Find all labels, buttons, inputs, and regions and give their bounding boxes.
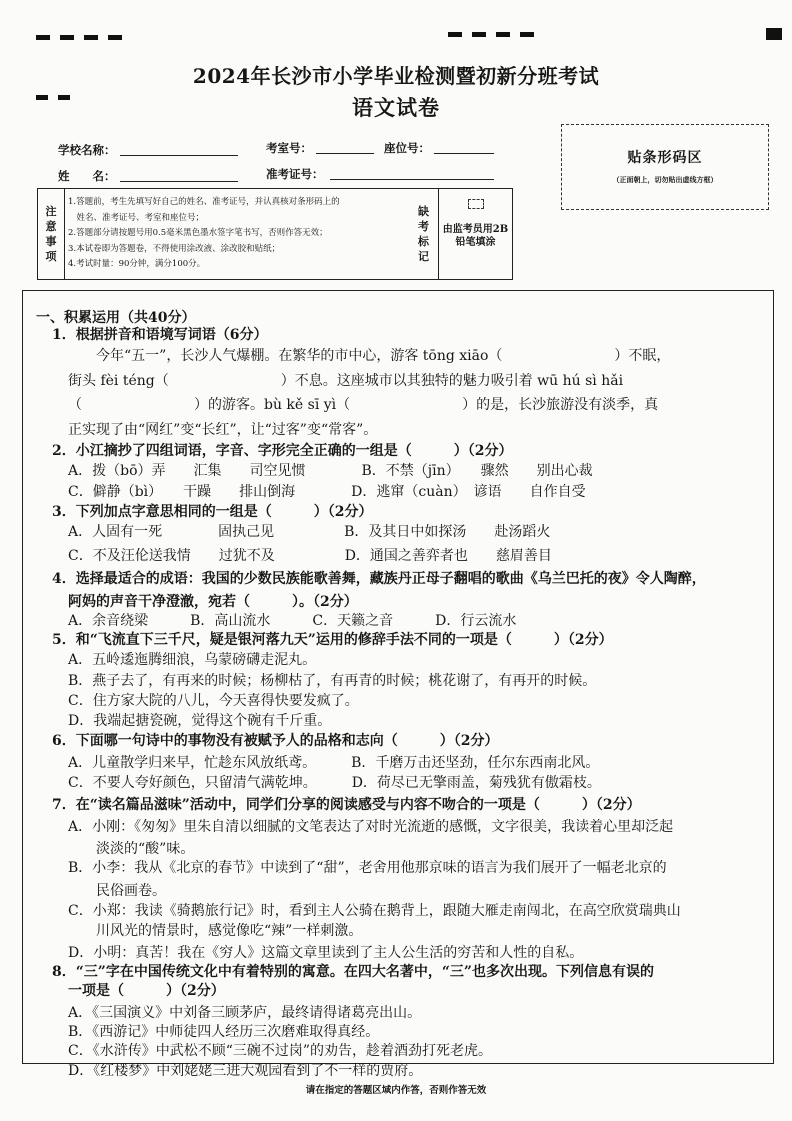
seat-field[interactable] [434,153,494,154]
content-line: A．儿童散学归来早，忙趁东风放纸鸢。 B．千磨万击还坚劲，任尔东西南北风。 [68,755,600,771]
content-line: 民俗画卷。 [68,883,166,899]
content-line: C．僻静（bì） 干躁 排山倒海 D．逃窜（cuàn） 谚语 自作自受 [68,484,586,500]
alignment-mark [60,35,74,40]
alignment-mark [36,35,50,40]
absent-mark-box[interactable] [439,188,513,280]
notice-box [37,188,439,280]
notice-rule: 3.本试卷即为答题卷，不得使用涂改液、涂改胶和贴纸； [68,243,281,254]
notice-rule: 1.答题前，考生先填写好自己的姓名、准考证号，并认真核对条形码上的 [68,197,340,207]
name-field[interactable] [120,181,238,182]
content-line: A．五岭逶迤腾细浪，乌蒙磅礴走泥丸。 [68,652,317,668]
content-line: 川风光的情景时，感觉像吃“辣”一样刺激。 [68,923,363,939]
barcode-title: 贴条形码区 [627,150,703,166]
exam-number-label: 准考证号： [266,167,324,181]
content-line: B．燕子去了，有再来的时候；杨柳枯了，有再青的时候；桃花谢了，有再开的时候。 [68,673,597,689]
content-line: 6．下面哪一句诗中的事物没有被赋予人的品格和志向（ ）（2分） [52,733,499,749]
content-line: 3．下列加点字意思相同的一组是（ ）（2分） [52,504,373,520]
content-line: C．小郑：我读《骑鹅旅行记》时，看到主人公骑在鹅背上，跟随大雁走南闯北，在高空欣赏瑞典山 [68,903,681,919]
school-field[interactable] [120,155,238,156]
content-line: 正实现了由“网红”变“长红”，让“过客”变“常客”。 [68,422,378,438]
exam-title: 2024年长沙市小学毕业检测暨初新分班考试 [192,64,600,88]
notice-rule: 4.考试时量：90分钟，满分100分。 [68,259,206,269]
notice-label: 注意事项 [38,189,65,279]
name-label: 姓 名： [58,169,116,183]
content-line: A．余音绕梁 B．高山流水 C．天籁之音 D．行云流水 [68,613,517,629]
alignment-mark [108,35,122,40]
content-line: 4．选择最适合的成语：我国的少数民族能歌善舞，藏族丹正母子翻唱的歌曲《乌兰巴托的夜》令人陶醉， [52,571,706,587]
room-label: 考室号： [266,141,312,155]
content-line: 一项是（ ）（2分） [68,983,225,999]
content-line: A．人固有一死 固执己见 B．及其日中如探汤 赴汤蹈火 [68,524,551,540]
content-line: 阿妈的声音干净澄澈，宛若（ ）。（2分） [68,594,358,610]
content-line: C．不及汪伦送我情 过犹不及 D．通国之善弈者也 慈眉善目 [68,548,552,564]
notice-rules [68,195,408,273]
alignment-mark [496,32,510,37]
content-line: A．小刚：《匆匆》里朱自清以细腻的文笔表达了对时光流逝的感慨，文字很美，我读着心里却泛起 [68,819,674,835]
content-line: 8．“三”字在中国传统文化中有着特别的寓意。在四大名著中，“三”也多次出现。下列信息有误的 [52,964,654,980]
content-line: A．《三国演义》中刘备三顾茅庐，最终请得诸葛亮出山。 [68,1005,422,1021]
seat-label: 座位号： [384,141,430,155]
barcode-area [561,124,769,210]
content-line: 7．在“读名篇品滋味”活动中，同学们分享的阅读感受与内容不吻合的一项是（ ）（2分） [52,797,641,813]
content-line: A．拨（bō）弄 汇集 司空见惯 B．不禁（jīn） 骤然 别出心裁 [68,463,593,479]
content-line: B．小李：我从《北京的春节》中读到了“甜”，老舍用他那京味的语言为我们展开了一幅老北京的 [68,860,667,876]
content-line: C．《水浒传》中武松不顾“三碗不过岗”的劝告，趁着酒劲打死老虎。 [68,1043,493,1059]
footer-note: 请在指定的答题区域内作答，否则作答无效 [305,1085,487,1096]
content-line: D．我端起搪瓷碗，觉得这个碗有千斤重。 [68,713,332,729]
exam-subtitle: 语文试卷 [352,95,440,120]
school-label: 学校名称： [58,143,116,157]
notice-rule: 姓名、准考证号、考室和座位号； [68,212,205,223]
notice-rule: 2.答题部分请按题号用0.5毫米黑色墨水签字笔书写，否则作答无效； [68,228,328,238]
content-line: 今年“五一”，长沙人气爆棚。在繁华的市中心，游客 tōng xiāo（ ）不眠， [68,348,671,364]
content-line: 街头 fèi téng（ ）不息。这座城市以其独特的魅力吸引着 wū hú sì hǎi [68,373,624,389]
content-line: 2．小江摘抄了四组词语，字音、字形完全正确的一组是（ ）（2分） [52,443,513,459]
absent-instruction: 由监考员用2B铅笔填涂 [442,224,509,248]
alignment-mark [766,28,782,40]
absent-checkbox[interactable] [468,199,484,209]
content-line: C．住方家大院的八儿，今天喜得快要发疯了。 [68,693,359,709]
content-line: 淡淡的“酸”味。 [68,841,195,857]
content-line: D．《红楼梦》中刘姥姥三进大观园看到了不一样的贾府。 [68,1063,423,1079]
content-line: 一、积累运用（共40分） [36,310,196,326]
alignment-mark [84,35,98,40]
alignment-mark [520,32,534,37]
content-line: 1．根据拼音和语境写词语（6分） [52,327,268,343]
content-line: （ ）的游客。bù kě sī yì（ ）的是，长沙旅游没有淡季，真 [68,397,659,413]
absent-label: 缺考标记 [409,188,439,280]
room-field[interactable] [316,153,374,154]
content-line: C．不要人夸好颜色，只留清气满乾坤。 D．荷尽已无擎雨盖，菊残犹有傲霜枝。 [68,775,601,791]
content-line: B．《西游记》中师徒四人经历三次磨难取得真经。 [68,1024,380,1040]
exam-number-field[interactable] [330,179,494,180]
content-line: D．小明：真苦！我在《穷人》这篇文章里读到了主人公生活的穷苦和人性的自私。 [68,945,584,961]
barcode-note: （正面朝上，切勿贴出虚线方框） [612,175,718,184]
content-line: 5．和“飞流直下三千尺，疑是银河落九天”运用的修辞手法不同的一项是（ ）（2分） [52,632,613,648]
alignment-mark [448,32,462,37]
alignment-mark [472,32,486,37]
